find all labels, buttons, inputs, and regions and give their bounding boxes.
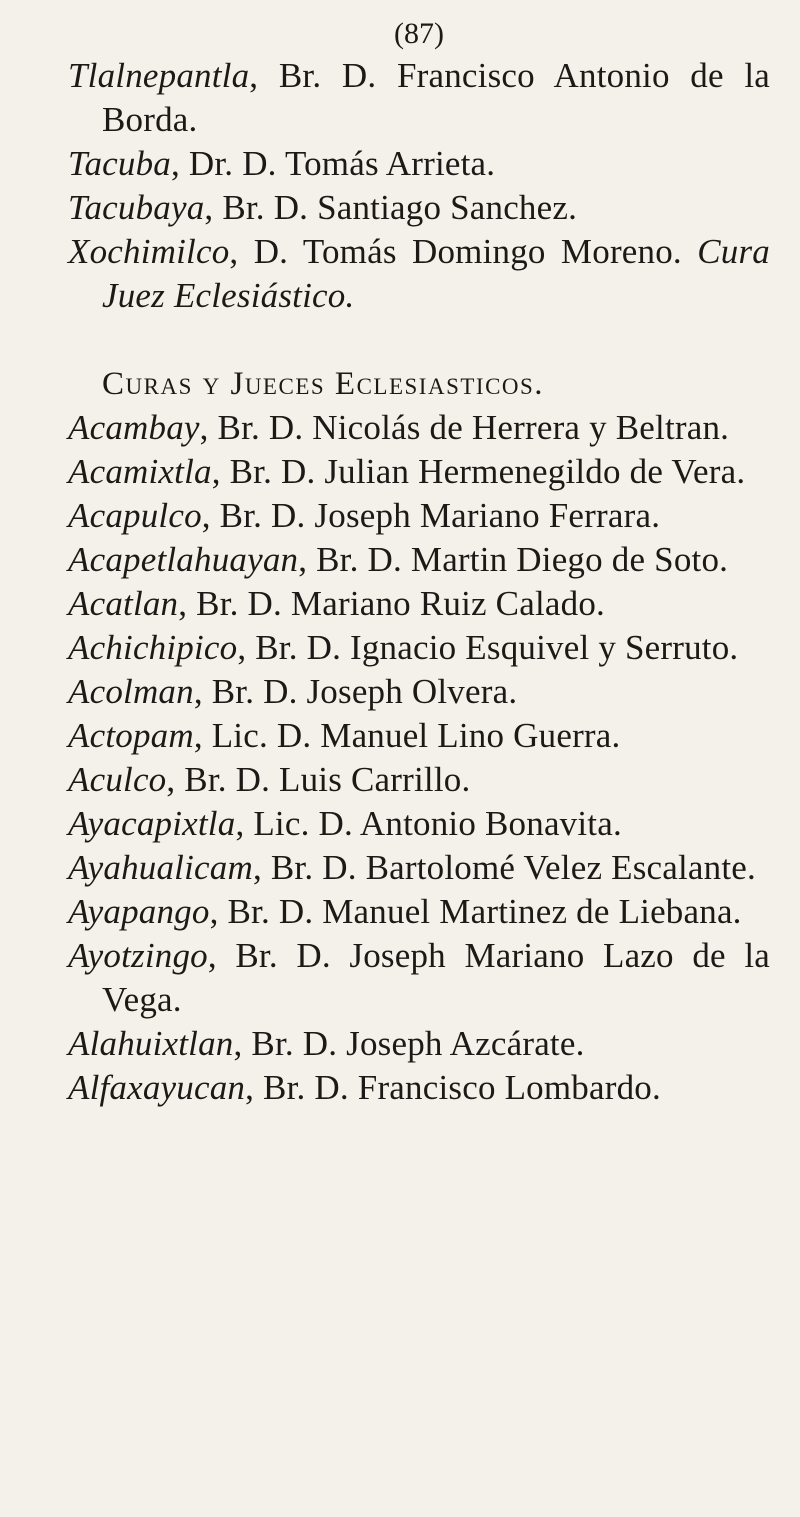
entry xyxy=(68,142,770,186)
priest-name: , D. Tomás Domingo Moreno. xyxy=(229,232,698,271)
place-name: Acamixtla xyxy=(68,452,212,491)
entries-top xyxy=(68,54,770,318)
priest-name: , Br. D. Luis Carrillo. xyxy=(166,760,471,799)
entry xyxy=(68,1066,770,1110)
priest-name: , Br. D. Julian Hermenegildo de Vera. xyxy=(211,452,746,491)
place-name: Acapulco xyxy=(68,496,202,535)
place-name: Ayahualicam xyxy=(68,848,253,887)
page-number: (87) xyxy=(394,17,444,50)
entry xyxy=(68,802,770,846)
entries-list xyxy=(68,406,770,1110)
place-name: Acambay xyxy=(68,408,200,447)
entry xyxy=(68,450,770,494)
entry xyxy=(68,714,770,758)
place-name: Acolman xyxy=(68,672,194,711)
priest-name: , Br. D. Nicolás de Herrera y Beltran. xyxy=(199,408,730,447)
entry xyxy=(68,54,770,142)
place-name: Xochimilco xyxy=(68,232,230,271)
entry xyxy=(68,406,770,450)
office-title: Cura Juez Eclesiástico. xyxy=(102,232,770,315)
entry xyxy=(68,626,770,670)
place-name: Ayacapixtla xyxy=(68,804,236,843)
entry xyxy=(68,1022,770,1066)
priest-name: , Br. D. Santiago Sanchez. xyxy=(204,188,578,227)
entry xyxy=(68,538,770,582)
entry xyxy=(68,846,770,890)
priest-name: , Br. D. Joseph Mariano Lazo de la Vega. xyxy=(102,936,770,1019)
place-name: Tacuba xyxy=(68,144,171,183)
place-name: Alahuixtlan xyxy=(68,1024,234,1063)
place-name: Acapetlahuayan xyxy=(68,540,299,579)
entry xyxy=(68,494,770,538)
place-name: Achichipico xyxy=(68,628,238,667)
place-name: Acatlan xyxy=(68,584,179,623)
priest-name: , Br. D. Manuel Martinez de Liebana. xyxy=(209,892,742,931)
priest-name: , Br. D. Martin Diego de Soto. xyxy=(298,540,729,579)
place-name: Ayapango xyxy=(68,892,210,931)
entry xyxy=(68,934,770,1022)
entry xyxy=(68,670,770,714)
priest-name: , Br. D. Ignacio Esquivel y Serruto. xyxy=(237,628,739,667)
place-name: Ayotzingo xyxy=(68,936,208,975)
priest-name: , Br. D. Francisco Lombardo. xyxy=(245,1068,661,1107)
priest-name: , Br. D. Joseph Mariano Ferrara. xyxy=(201,496,661,535)
entry xyxy=(68,582,770,626)
priest-name: , Br. D. Francisco Antonio de la Borda. xyxy=(102,56,770,139)
priest-name: , Br. D. Mariano Ruiz Calado. xyxy=(178,584,605,623)
section-heading: Curas y Jueces Eclesiasticos. xyxy=(102,366,545,402)
priest-name: , Br. D. Joseph Azcárate. xyxy=(233,1024,585,1063)
place-name: Actopam xyxy=(68,716,194,755)
entry xyxy=(68,758,770,802)
place-name: Aculco xyxy=(68,760,167,799)
entry xyxy=(68,186,770,230)
place-name: Tlalnepantla xyxy=(68,56,250,95)
entry xyxy=(68,890,770,934)
priest-name: , Br. D. Joseph Olvera. xyxy=(193,672,518,711)
place-name: Alfaxayucan xyxy=(68,1068,246,1107)
priest-name: , Lic. D. Antonio Bonavita. xyxy=(235,804,622,843)
priest-name: , Br. D. Bartolomé Velez Escalante. xyxy=(252,848,756,887)
place-name: Tacubaya xyxy=(68,188,205,227)
priest-name: , Dr. D. Tomás Arrieta. xyxy=(171,144,496,183)
entry xyxy=(68,230,770,318)
priest-name: , Lic. D. Manuel Lino Guerra. xyxy=(193,716,621,755)
